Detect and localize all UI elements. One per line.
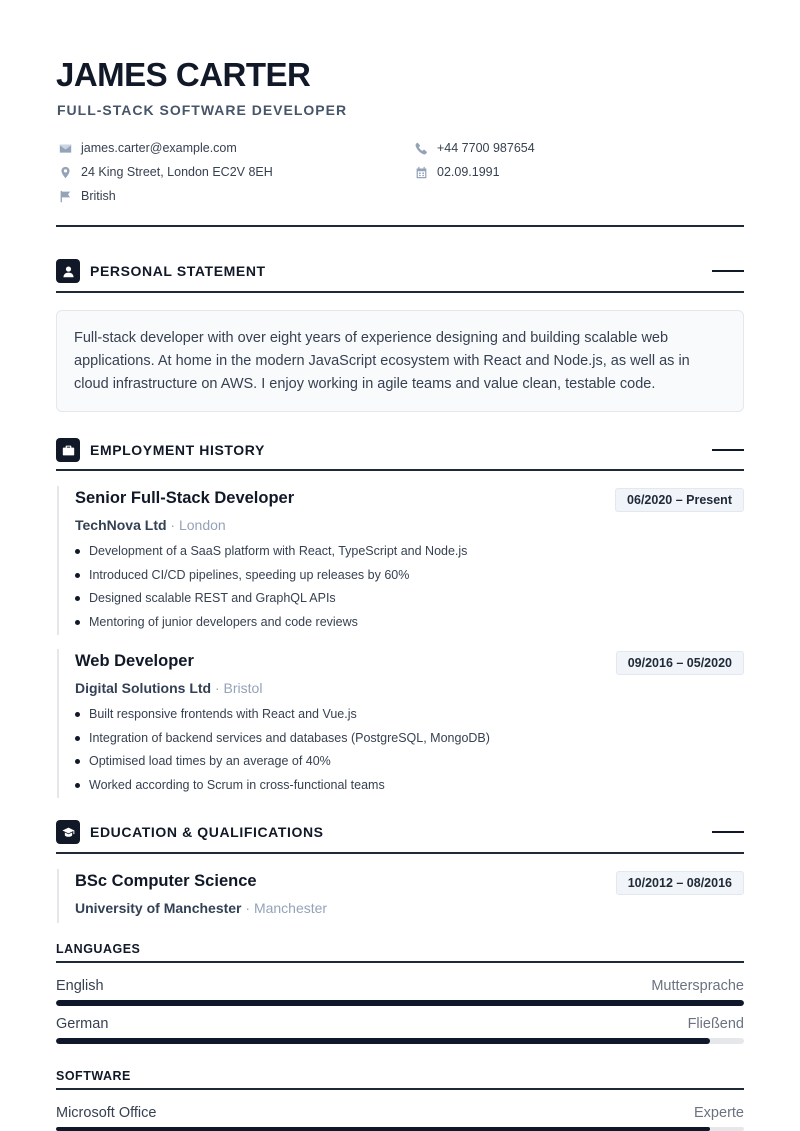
- collapse-dash: [712, 270, 744, 272]
- software-name: Microsoft Office: [56, 1105, 157, 1121]
- contact-nationality: [58, 184, 273, 208]
- list-item: Worked according to Scrum in cross-functional teams: [75, 774, 744, 798]
- contact-nationality-text: British: [81, 189, 116, 203]
- job-title: Web Developer: [75, 652, 194, 670]
- section-title-education: EDUCATION & QUALIFICATIONS: [90, 824, 324, 840]
- section-header-education: [56, 819, 744, 845]
- date-badge: 09/2016 – 05/2020: [616, 651, 744, 675]
- contact-address-text: 24 King Street, London EC2V 8EH: [81, 165, 273, 179]
- section-divider: [56, 291, 744, 293]
- collapse-dash: [712, 831, 744, 833]
- software-divider: [56, 1088, 744, 1090]
- date-badge: 06/2020 – Present: [615, 488, 744, 512]
- education-school: [75, 893, 744, 923]
- candidate-title: FULL-STACK SOFTWARE DEVELOPER: [57, 102, 348, 118]
- job-title: Senior Full-Stack Developer: [75, 489, 295, 507]
- level-bar-fill: [56, 1127, 710, 1131]
- language-level: Fließend: [687, 1016, 744, 1032]
- software-level: Experte: [694, 1105, 744, 1121]
- level-bar-fill: [56, 1000, 744, 1006]
- section-divider: [56, 469, 744, 471]
- section-header-statement: [56, 258, 744, 284]
- graduation-cap-icon: [56, 820, 80, 844]
- job-bullets: [75, 540, 744, 635]
- candidate-name: JAMES CARTER: [56, 56, 311, 93]
- contact-birthdate-text: 02.09.1991: [437, 165, 500, 179]
- contact-email-text: james.carter@example.com: [81, 141, 237, 155]
- header-divider: [56, 225, 744, 227]
- company-name: Digital Solutions Ltd: [75, 680, 212, 696]
- school-location: · Manchester: [245, 900, 328, 916]
- company-location: · Bristol: [215, 680, 263, 696]
- language-item: [56, 976, 744, 1006]
- job-company: [75, 673, 744, 703]
- language-level: Muttersprache: [651, 978, 744, 994]
- phone-icon: [414, 141, 428, 155]
- software-title: SOFTWARE: [56, 1069, 131, 1083]
- language-name: German: [56, 1016, 109, 1032]
- list-item: Designed scalable REST and GraphQL APIs: [75, 587, 744, 611]
- section-divider: [56, 852, 744, 854]
- job-entry: [57, 649, 744, 798]
- company-location: · London: [170, 517, 226, 533]
- collapse-dash: [712, 449, 744, 451]
- list-item: Development of a SaaS platform with React, TypeScript and Node.js: [75, 540, 744, 564]
- list-item: Introduced CI/CD pipelines, speeding up releases by 60%: [75, 564, 744, 588]
- job-company: [75, 510, 744, 540]
- section-title-employment: EMPLOYMENT HISTORY: [90, 442, 265, 458]
- software-item: [56, 1103, 744, 1131]
- briefcase-icon: [56, 438, 80, 462]
- flag-icon: [58, 189, 72, 203]
- contact-column-right: [414, 136, 535, 184]
- section-header-employment: [56, 437, 744, 463]
- education-entry: [57, 869, 744, 923]
- contact-address: [58, 160, 273, 184]
- job-bullets: [75, 703, 744, 798]
- company-name: TechNova Ltd: [75, 517, 167, 533]
- level-bar: [56, 1127, 744, 1131]
- date-badge: 10/2012 – 08/2016: [616, 871, 744, 895]
- school-name: University of Manchester: [75, 900, 242, 916]
- level-bar-fill: [56, 1038, 710, 1044]
- list-item: Built responsive frontends with React and Vue.js: [75, 703, 744, 727]
- degree-title: BSc Computer Science: [75, 872, 257, 890]
- list-item: Optimised load times by an average of 40%: [75, 750, 744, 774]
- contact-phone-text: +44 7700 987654: [437, 141, 535, 155]
- languages-title: LANGUAGES: [56, 942, 141, 956]
- job-entry: [57, 486, 744, 635]
- level-bar: [56, 1038, 744, 1044]
- calendar-icon: [414, 165, 428, 179]
- contact-phone[interactable]: [414, 136, 535, 160]
- contact-birthdate: [414, 160, 535, 184]
- contact-column-left: [58, 136, 273, 208]
- user-icon: [56, 259, 80, 283]
- list-item: Mentoring of junior developers and code reviews: [75, 611, 744, 635]
- language-item: [56, 1014, 744, 1044]
- language-name: English: [56, 978, 104, 994]
- envelope-icon: [58, 141, 72, 155]
- level-bar: [56, 1000, 744, 1006]
- map-pin-icon: [58, 165, 72, 179]
- list-item: Integration of backend services and databases (PostgreSQL, MongoDB): [75, 727, 744, 751]
- languages-divider: [56, 961, 744, 963]
- section-title-statement: PERSONAL STATEMENT: [90, 263, 266, 279]
- personal-statement: Full-stack developer with over eight years of experience designing and building scalable web applications. At home in the modern JavaScript ecosystem with React and Node.js, as well as in cloud infrastructure on AWS. I enjoy working in agile teams and value clean, testable code.: [56, 310, 744, 412]
- contact-email[interactable]: [58, 136, 273, 160]
